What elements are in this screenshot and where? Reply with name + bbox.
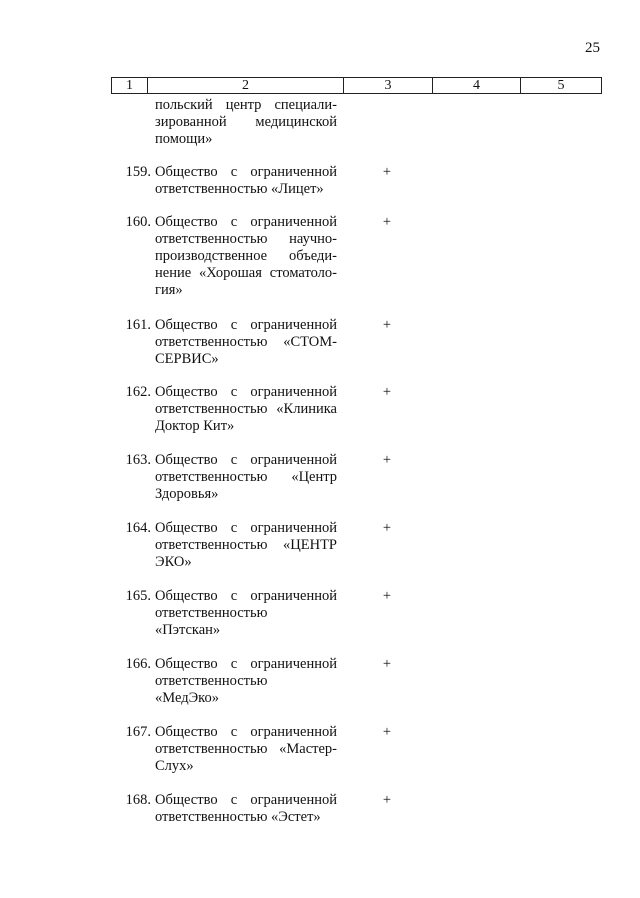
name-line: ответственностью «Эстет»: [155, 809, 321, 825]
column-3-mark: +: [382, 520, 392, 536]
name-line: «Пэтскан»: [155, 622, 221, 638]
organization-name: [155, 97, 337, 148]
name-line: ответственностью «Лицет»: [155, 181, 324, 197]
organization-name: [155, 317, 337, 368]
name-line: Общество с ограниченной: [155, 520, 337, 536]
column-3-mark: +: [382, 214, 392, 230]
table-header-col-2: 2: [148, 78, 344, 93]
organization-name: [155, 520, 337, 571]
organization-name: [155, 164, 337, 198]
name-line: ответственностью «СТОМ-: [155, 334, 337, 350]
column-3-mark: +: [382, 452, 392, 468]
column-3-mark: +: [382, 164, 392, 180]
row-number: 163.: [125, 452, 151, 468]
row-number: 162.: [125, 384, 151, 400]
organization-name: [155, 724, 337, 775]
name-line: производственное объеди-: [155, 248, 337, 264]
column-3-mark: +: [382, 792, 392, 808]
name-line: ответственностью научно-: [155, 231, 337, 247]
column-3-mark: +: [382, 724, 392, 740]
name-line: ответственностью: [155, 605, 268, 621]
organization-name: [155, 384, 337, 435]
name-line: польский центр специали-: [155, 97, 337, 113]
table-header-col-4: 4: [433, 78, 521, 93]
table-header-col-5: 5: [557, 78, 565, 93]
row-number: 159.: [125, 164, 151, 180]
organization-name: [155, 452, 337, 503]
row-number: 160.: [125, 214, 151, 230]
name-line: ответственностью: [155, 673, 268, 689]
organization-name: [155, 214, 337, 299]
name-line: Общество с ограниченной: [155, 656, 337, 672]
name-line: ответственностью «Клиника: [155, 401, 337, 417]
column-3-mark: +: [382, 384, 392, 400]
name-line: Общество с ограниченной: [155, 452, 337, 468]
name-line: Общество с ограниченной: [155, 214, 337, 230]
organization-name: [155, 656, 337, 707]
name-line: ответственностью «ЦЕНТР: [155, 537, 337, 553]
row-number: 164.: [125, 520, 151, 536]
column-3-mark: +: [382, 588, 392, 604]
name-line: ответственностью «Центр: [155, 469, 337, 485]
row-number: 161.: [125, 317, 151, 333]
name-line: «МедЭко»: [155, 690, 219, 706]
name-line: Общество с ограниченной: [155, 384, 337, 400]
name-line: Общество с ограниченной: [155, 792, 337, 808]
row-number: 166.: [125, 656, 151, 672]
table-header-col-1: 1: [112, 78, 148, 93]
column-3-mark: +: [382, 317, 392, 333]
name-line: Доктор Кит»: [155, 418, 235, 434]
organization-name: [155, 588, 337, 639]
name-line: Общество с ограниченной: [155, 724, 337, 740]
name-line: гия»: [155, 282, 183, 298]
row-number: 165.: [125, 588, 151, 604]
name-line: Слух»: [155, 758, 194, 774]
name-line: зированной медицинской: [155, 114, 337, 130]
name-line: Общество с ограниченной: [155, 317, 337, 333]
table-header-row: [111, 77, 602, 94]
row-number: 168.: [125, 792, 151, 808]
row-number: 167.: [125, 724, 151, 740]
name-line: ответственностью «Мастер-: [155, 741, 337, 757]
name-line: помощи»: [155, 131, 213, 147]
name-line: СЕРВИС»: [155, 351, 219, 367]
name-line: Общество с ограниченной: [155, 164, 337, 180]
organization-name: [155, 792, 337, 826]
column-3-mark: +: [382, 656, 392, 672]
name-line: нение «Хорошая стоматоло-: [155, 265, 337, 281]
page-number: 25: [585, 40, 600, 56]
name-line: ЭКО»: [155, 554, 192, 570]
table-header-col-3: 3: [344, 78, 433, 93]
name-line: Общество с ограниченной: [155, 588, 337, 604]
name-line: Здоровья»: [155, 486, 219, 502]
